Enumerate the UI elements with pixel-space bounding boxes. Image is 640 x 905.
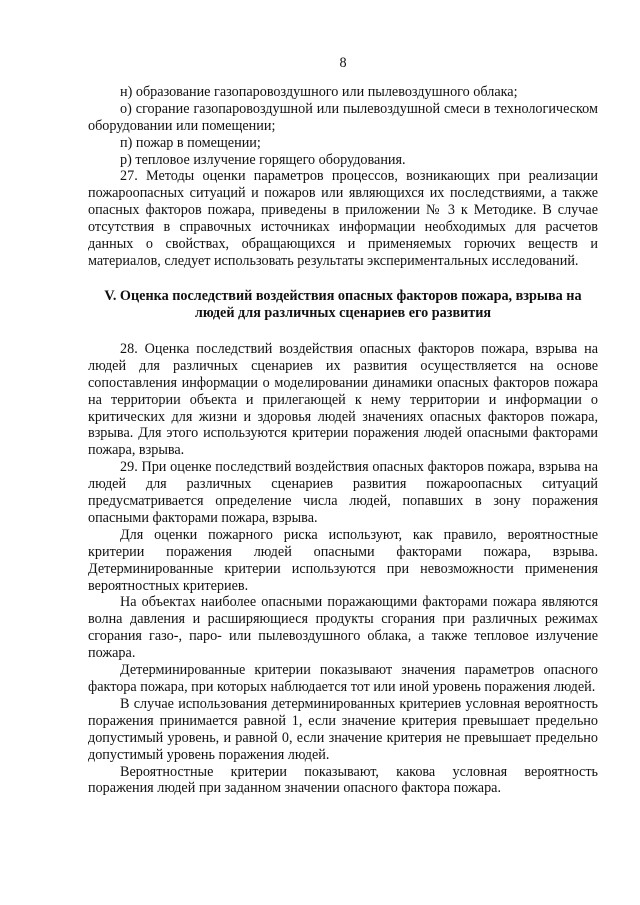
section-title-line-2: людей для различных сценариев его развития xyxy=(194,304,492,321)
paragraph-deterministic-probability: В случае использования детерминированных критериев условная вероятность поражения принимается равной 1, если значение критерия превышает предельно допустимый уровень, и равной 0, если значение критерия не превышает предельно допустимый уровень поражения людей. xyxy=(88,695,598,763)
paragraph-27: 27. Методы оценки параметров процессов, возникающих при реализации пожароопасных ситуаций и пожаров или являющихся их последствиями, а также опасных факторов пожара, приведены в приложении № 3 к Методике. В случае отсутствия в справочных источниках информации необходимых для расчетов данных о свойствах, обращающихся и применяемых горючих веществ и материалов, следует использовать результаты экспериментальных исследований. xyxy=(88,168,598,269)
item-n: н) образование газопаровоздушного или пылевоздушного облака; xyxy=(120,83,518,100)
item-p: п) пожар в помещении; xyxy=(120,134,261,151)
page-number: 8 xyxy=(339,55,347,71)
paragraph-probabilistic: Вероятностные критерии показывают, какова условная вероятность поражения людей при заданном значении опасного фактора пожара. xyxy=(88,763,598,797)
section-title-line-1: V. Оценка последствий воздействия опасных факторов пожара, взрыва на xyxy=(104,287,582,304)
section-title xyxy=(88,288,598,322)
paragraph-deterministic: Детерминированные критерии показывают значения параметров опасного фактора пожара, при которых наблюдается тот или иной уровень поражения людей. xyxy=(88,662,598,695)
paragraph-hazard-factors: На объектах наиболее опасными поражающими факторами пожара являются волна давления и расширяющиеся продукты сгорания при различных режимах сгорания газо-, паро- или пылевоздушного облака, а также тепловое излучение пожара. xyxy=(88,594,598,662)
item-r: р) тепловое излучение горящего оборудования. xyxy=(120,151,406,168)
paragraph-risk-criteria: Для оценки пожарного риска используют, как правило, вероятностные критерии поражения людей опасными факторами пожара, взрыва. Детерминированные критерии используются при невозможности применения вероятностных критериев. xyxy=(88,526,598,594)
item-o: о) сгорание газопаровоздушной или пылевоздушной смеси в технологическом оборудовании или помещении; xyxy=(88,100,598,134)
paragraph-29: 29. При оценке последствий воздействия опасных факторов пожара, взрыва на людей для различных сценариев развития пожароопасных ситуаций предусматривается определение числа людей, попавших в зону поражения опасными факторами пожара, взрыва. xyxy=(88,459,598,526)
paragraph-28: 28. Оценка последствий воздействия опасных факторов пожара, взрыва на людей для различных сценариев их развития осуществляется на основе сопоставления информации о моделировании динамики опасных факторов пожара на территории объекта и прилегающей к нему территории и информации о критических для жизни и здоровья людей значениях опасных факторов пожара, взрыва. Для этого используются критерии поражения людей опасными факторами пожара, взрыва. xyxy=(88,340,598,459)
